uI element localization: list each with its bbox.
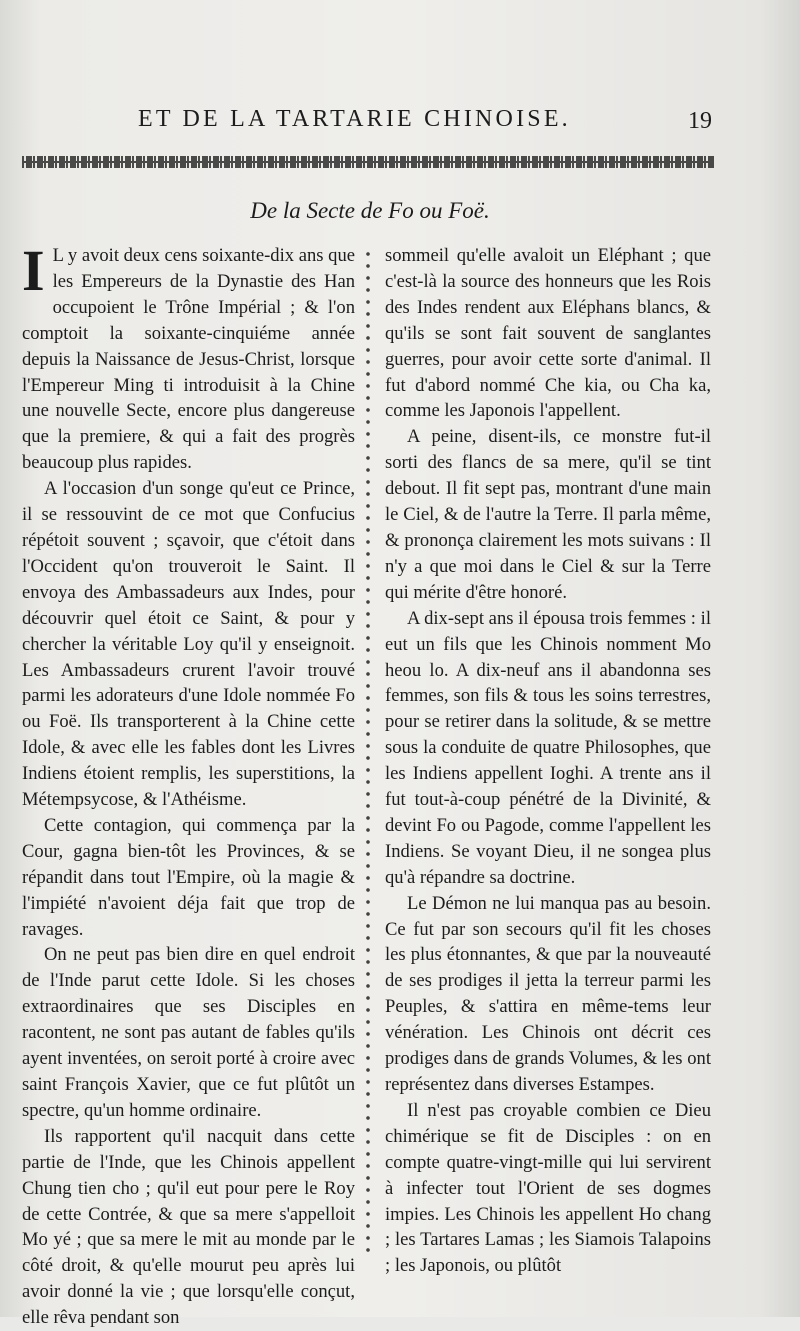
page-header	[0, 106, 800, 146]
paragraph: I L y avoit deux cens soixante-dix ans que les Empereurs de la Dynastie des Han occupoient le Trône Impérial ; & l'on comptoit la soixante-cinquiéme année depuis la Naissance de Jesus-Christ, lorsque l'Empereur Ming ti introduisit à la Chine une nouvelle Secte, encore plus dangereuse que la premiere, & qui a fait des progrès beaucoup plus rapides.	[22, 238, 355, 474]
running-head: ET DE LA TARTARIE CHINOISE.	[138, 106, 571, 132]
paragraph: Cette contagion, qui commença par la Cour, gagna bien-tôt les Provinces, & se répandit dans tout l'Empire, où la magie & l'impiété n'avoient déja fait que trop de ravages.	[22, 814, 355, 940]
paragraph: A dix-sept ans il épousa trois femmes : il eut un fils que les Chinois nomment Mo heou lo. A dix-neuf ans il abandonna ses femmes, son fils & tous les soins terrestres, pour se retirer dans la solitude, & se mettre sous la conduite de quatre Philosophes, que les Indiens appellent Ioghi. A trente ans il fut tout-à-coup pénétré de la Divinité, & devint Fo ou Pagode, comme l'appellent les Indiens. Se voyant Dieu, il ne songea plus qu'à répandre sa doctrine.	[385, 607, 711, 888]
column-divider	[361, 248, 375, 1256]
left-column	[22, 238, 355, 1331]
section-title: De la Secte de Fo ou Foë.	[250, 198, 490, 223]
paragraph: On ne peut pas bien dire en quel endroit de l'Inde parut cette Idole. Si les choses extraordinaires que ses Disciples en racontent, ne sont pas autant de fables qu'ils ayent inventées, on seroit porté à croire avec saint François Xavier, que ce fut plûtôt un spectre, qu'un homme ordinaire.	[22, 944, 355, 1121]
paragraph: Ils rapportent qu'il nacquit dans cette partie de l'Inde, que les Chinois appellent Chung tien cho ; qu'il eut pour pere le Roy de cette Contrée, & que sa mere s'appelloit Mo yé ; que sa mere le mit au monde par le côté droit, & qu'elle mourut peu après lui avoir donné la vie ; que lorsqu'elle conçut, elle rêva pendant son	[22, 1125, 355, 1329]
drop-cap: I	[22, 238, 45, 303]
paragraph: sommeil qu'elle avaloit un Eléphant ; que c'est-là la source des honneurs que les Rois des Indes rendent aux Eléphans blancs, & qu'ils se sont fait souvent de sanglantes guerres, pour avoir cette sorte d'animal. Il fut d'abord nommé Che kia, ou Cha ka, comme les Japonois l'appellent.	[385, 245, 711, 422]
paragraph: A peine, disent-ils, ce monstre fut-il sorti des flancs de sa mere, qu'il se tint debout. Il fit sept pas, montrant d'une main le Ciel, & de l'autre la Terre. Il parla même, & prononça clairement les mots suivans : Il n'y a que moi dans le Ciel & sur la Terre qui mérite d'être honoré.	[385, 426, 711, 603]
paragraph: A l'occasion d'un songe qu'eut ce Prince, il se ressouvint de ce mot que Confucius répétoit souvent ; sçavoir, que c'étoit dans l'Occident qu'on trouveroit le Saint. Il envoya des Ambassadeurs aux Indes, pour découvrir quel étoit ce Saint, & pour y chercher la véritable Loy qu'il y enseignoit. Les Ambassadeurs crurent l'avoir trouvé parmi les adorateurs d'une Idole nommée Fo ou Foë. Ils transporterent à la Chine cette Idole, & avec elle les fables dont les Livres Indiens étoient remplis, les superstitions, la Métempsycose, & l'Athéisme.	[22, 478, 355, 811]
page-number: 19	[688, 108, 712, 134]
paragraph: Le Démon ne lui manqua pas au besoin. Ce fut par son secours qu'il fit les choses les plus étonnantes, & que par la nouveauté de ses prodiges il jetta la terreur parmi les Peuples, & s'attira en même-tems leur vénération. Les Chinois ont décrit ces prodiges dans de grands Volumes, & les ont représentez dans diverses Estampes.	[385, 892, 711, 1095]
right-column	[385, 243, 711, 1279]
paragraph: Il n'est pas croyable combien ce Dieu chimérique se fit de Disciples : on en compte quatre-vingt-mille qui lui servirent à infecter tout l'Orient de ses dogmes impies. Les Chinois les appellent Ho chang ; les Tartares Lamas ; les Siamois Talapoins ; les Japonois, ou plûtôt	[385, 1099, 711, 1277]
ornamental-rule	[22, 156, 714, 168]
